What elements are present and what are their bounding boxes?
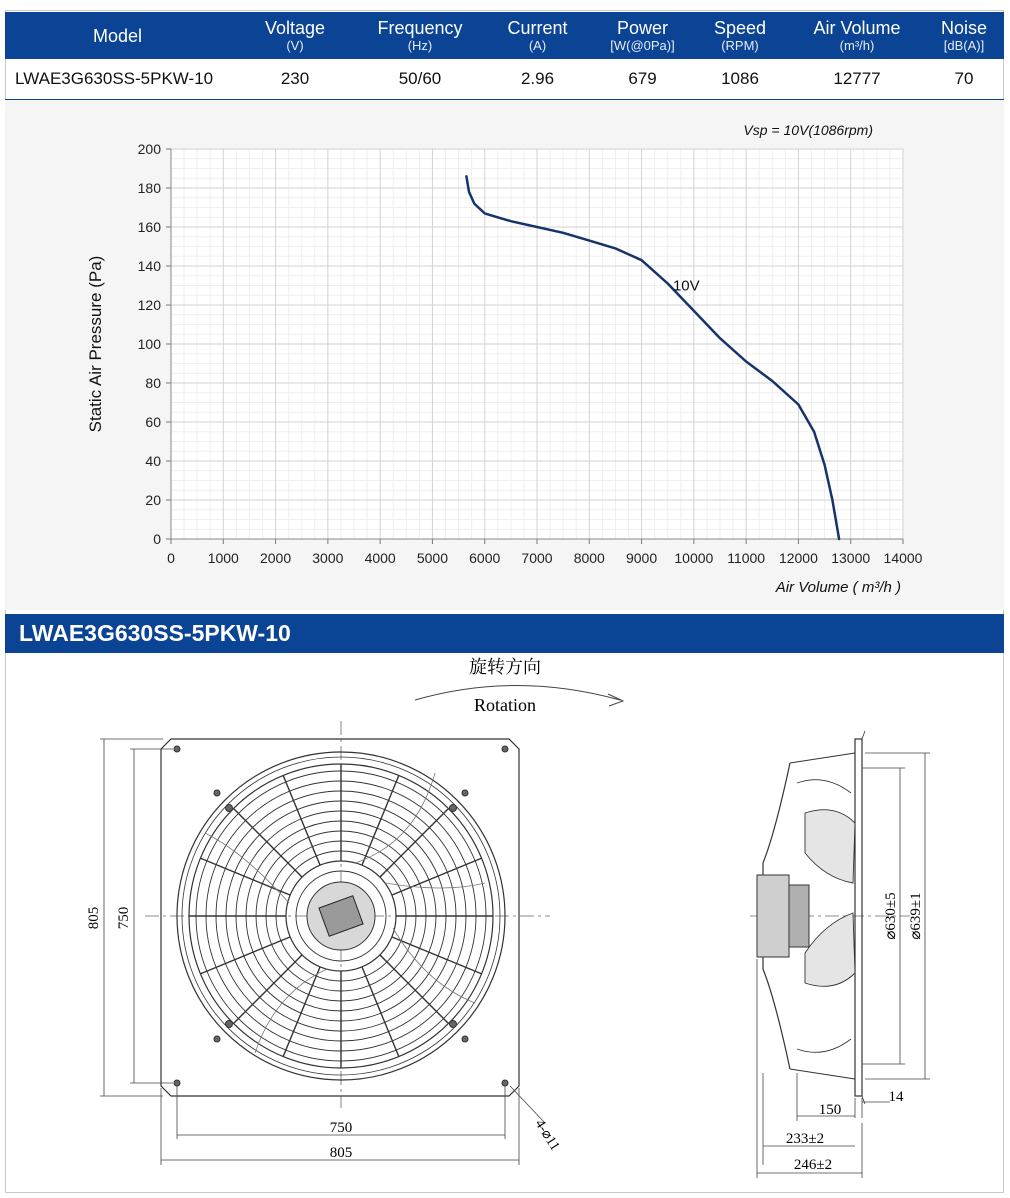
column-title: Speed [713, 17, 767, 38]
column-unit: (A) [528, 37, 547, 53]
rotation-cn-label: 旋转方向 [469, 657, 541, 677]
front-view [100, 721, 550, 1165]
column-title: Frequency [377, 17, 463, 38]
performance-chart [5, 100, 1004, 610]
table-cell-2: 50/60 [360, 59, 480, 100]
x-tick-label: 5000 [416, 550, 449, 566]
column-unit: (RPM) [721, 37, 759, 53]
dim-bottom-750: 750 [329, 1120, 353, 1136]
column-title: Current [507, 17, 568, 38]
technical-drawing [5, 653, 1004, 1193]
table-cell-6: 12777 [790, 59, 924, 100]
column-header-3 [480, 12, 595, 59]
series-label: 10V [672, 277, 700, 295]
x-tick-label: 12000 [778, 550, 818, 566]
column-title: Model [92, 25, 143, 46]
column-header-0 [5, 12, 230, 59]
blade-upper [805, 810, 855, 883]
column-title: Power [616, 17, 669, 38]
column-unit: [W(@0Pa)] [610, 37, 675, 53]
spec-table [5, 12, 1004, 101]
x-tick-label: 8000 [573, 550, 605, 566]
y-tick-label: 160 [137, 219, 161, 235]
column-title: Noise [940, 17, 988, 38]
spec-data-row [5, 59, 1004, 100]
y-tick-label: 0 [153, 531, 161, 547]
drawing-title-bar [5, 614, 1004, 653]
column-header-2 [360, 12, 480, 59]
dim-14: 14 [888, 1089, 904, 1105]
motor-profile [757, 875, 789, 957]
table-cell-5: 1086 [690, 59, 790, 100]
rotation-en-label: Rotation [474, 695, 536, 715]
column-header-5 [690, 12, 790, 59]
column-unit: [dB(A)] [943, 37, 985, 53]
drawing-title: LWAE3G630SS-5PKW-10 [19, 620, 291, 646]
column-unit: (m³/h) [839, 37, 875, 53]
dim-left-805: 805 [86, 906, 102, 930]
spec-header-row [5, 12, 1004, 59]
y-tick-label: 200 [137, 141, 161, 157]
x-tick-label: 3000 [312, 550, 344, 566]
blade-lower [805, 913, 855, 986]
dim-holes: 4-⌀11 [531, 1117, 563, 1154]
y-tick-label: 140 [137, 258, 161, 274]
column-header-1 [230, 12, 360, 59]
x-tick-label: 0 [167, 550, 175, 566]
column-title: Voltage [264, 17, 326, 38]
x-axis-label: Air Volume ( m³/h ) [775, 579, 901, 596]
dim-dia639: ⌀639±1 [908, 892, 924, 940]
x-tick-label: 14000 [883, 550, 923, 566]
column-unit: (V) [286, 37, 304, 53]
y-tick-label: 40 [145, 453, 161, 469]
y-tick-label: 80 [145, 375, 161, 391]
column-header-4 [595, 12, 690, 59]
table-cell-1: 230 [230, 59, 360, 100]
dim-246: 246±2 [793, 1157, 833, 1173]
x-tick-label: 1000 [207, 550, 239, 566]
y-tick-label: 20 [145, 492, 161, 508]
y-tick-label: 120 [137, 297, 161, 313]
table-cell-7: 70 [924, 59, 1004, 100]
dim-dia630: ⌀630±5 [883, 892, 899, 940]
x-tick-label: 9000 [625, 550, 658, 566]
x-tick-label: 7000 [521, 550, 553, 566]
x-tick-label: 11000 [727, 550, 766, 566]
y-tick-label: 60 [145, 414, 161, 430]
chart-annotation: Vsp = 10V(1086rpm) [743, 122, 873, 138]
x-tick-label: 2000 [259, 550, 292, 566]
dim-150: 150 [818, 1102, 842, 1118]
dim-bottom-805: 805 [329, 1145, 353, 1161]
x-tick-label: 10000 [674, 550, 714, 566]
table-cell-4: 679 [595, 59, 690, 100]
table-cell-0: LWAE3G630SS-5PKW-10 [5, 59, 230, 100]
table-cell-3: 2.96 [480, 59, 595, 100]
column-unit: (Hz) [407, 37, 433, 53]
column-title: Air Volume [813, 17, 901, 38]
rotation-arrowhead [608, 694, 623, 706]
x-tick-label: 13000 [831, 550, 871, 566]
dim-left-750: 750 [116, 906, 132, 930]
y-tick-label: 180 [137, 180, 161, 196]
y-tick-label: 100 [137, 336, 161, 352]
performance-chart-svg [5, 100, 1004, 610]
dim-233: 233±2 [785, 1131, 825, 1147]
column-header-7 [924, 12, 1004, 59]
x-tick-label: 6000 [469, 550, 501, 566]
y-axis-label: Static Air Pressure (Pa) [86, 255, 105, 433]
x-tick-label: 4000 [364, 550, 396, 566]
side-plate [855, 739, 862, 1096]
column-header-6 [790, 12, 924, 59]
